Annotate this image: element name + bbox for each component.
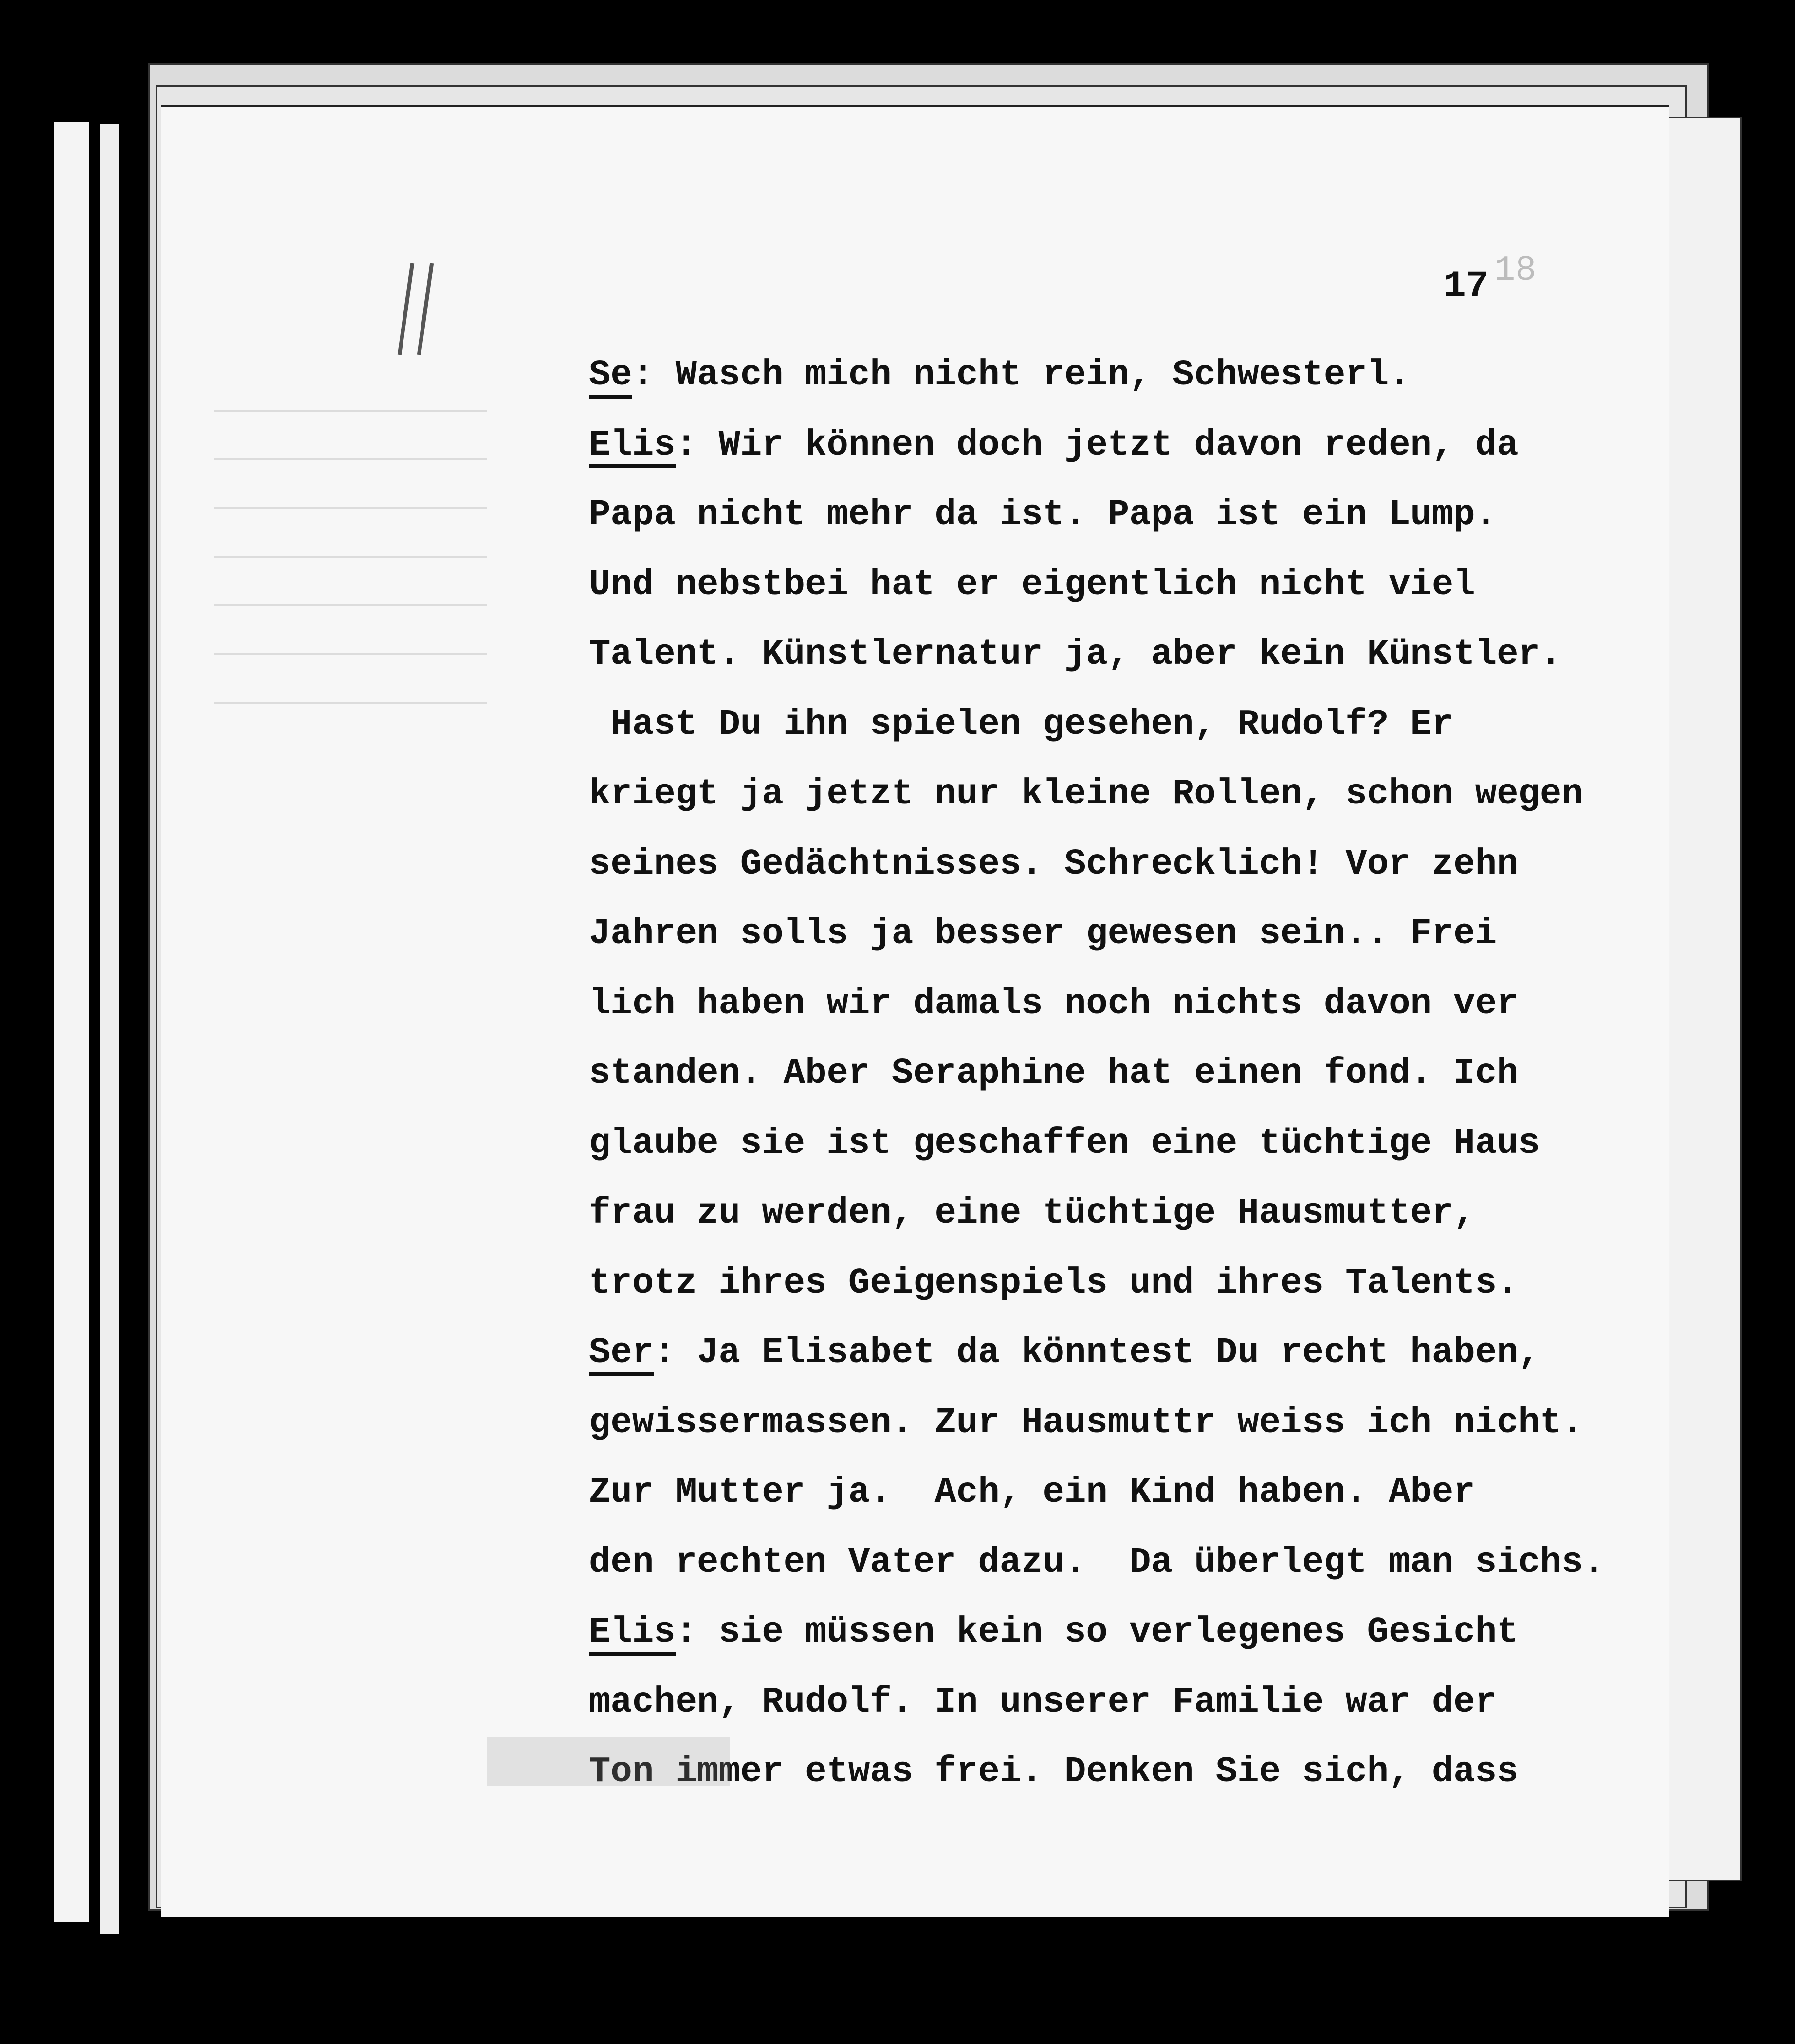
- underlying-sheet-edge: [54, 122, 89, 1922]
- line-text: kriegt ja jetzt nur kleine Rollen, schon wegen: [589, 774, 1583, 815]
- speaker-label: Elis: [589, 427, 676, 469]
- line-text: lich haben wir damals noch nichts davon ver: [589, 983, 1519, 1024]
- faint-bottom-handwriting: [516, 1781, 1557, 1864]
- text-line: [589, 969, 1674, 1040]
- line-text: machen, Rudolf. In unserer Familie war der: [589, 1681, 1497, 1723]
- text-line: [589, 760, 1674, 830]
- line-text: Wasch mich nicht rein, Schwesterl.: [675, 355, 1410, 396]
- text-line: [589, 1388, 1674, 1459]
- speaker-colon: :: [675, 1612, 719, 1653]
- line-text: Papa nicht mehr da ist. Papa ist ein Lump.: [589, 494, 1497, 535]
- text-line: [589, 830, 1674, 900]
- text-line: [589, 1039, 1674, 1109]
- line-text: gewissermassen. Zur Hausmuttr weiss ich nicht.: [589, 1402, 1583, 1443]
- text-line: [589, 620, 1674, 690]
- line-text: trotz ihres Geigenspiels und ihres Talents.: [589, 1262, 1519, 1304]
- text-line: [589, 1179, 1674, 1249]
- speaker-label: Se: [589, 357, 632, 399]
- text-line: [589, 341, 1674, 411]
- line-text: Ja Elisabet da könntest Du recht haben,: [697, 1332, 1540, 1373]
- speaker-colon: :: [654, 1332, 697, 1373]
- line-text: Ton immer etwas frei. Denken Sie sich, dass: [589, 1752, 1519, 1792]
- text-line: [589, 550, 1674, 620]
- line-text: glaube sie ist geschaffen eine tüchtige Haus: [589, 1123, 1540, 1164]
- text-line: [589, 1528, 1674, 1598]
- line-text: Talent. Künstlernatur ja, aber kein Künstler.: [589, 634, 1562, 675]
- text-line: [589, 1109, 1674, 1179]
- speaker-label: Ser: [589, 1334, 654, 1376]
- text-line: [589, 1598, 1674, 1668]
- typewritten-text: [589, 341, 1674, 1807]
- page-number: 17: [1443, 265, 1489, 308]
- line-text: den rechten Vater dazu. Da überlegt man sichs.: [589, 1542, 1605, 1583]
- text-line: [589, 411, 1674, 481]
- text-line: [589, 1458, 1674, 1528]
- faint-margin-handwriting: [214, 380, 487, 720]
- speaker-colon: :: [675, 424, 719, 466]
- line-text: seines Gedächtnisses. Schrecklich! Vor zehn: [589, 843, 1519, 885]
- line-text: Jahren solls ja besser gewesen sein.. Frei: [589, 913, 1497, 954]
- ghost-page-number: 18: [1494, 251, 1537, 291]
- line-text: frau zu werden, eine tüchtige Hausmutter,: [589, 1193, 1475, 1234]
- line-text: Zur Mutter ja. Ach, ein Kind haben. Aber: [589, 1472, 1475, 1513]
- faint-bottom-smudge: [487, 1737, 730, 1786]
- speaker-label: Elis: [589, 1614, 676, 1656]
- line-text: Und nebstbei hat er eigentlich nicht viel: [589, 564, 1475, 605]
- text-line: [589, 1668, 1674, 1738]
- text-line: [589, 1318, 1674, 1388]
- text-line: [589, 690, 1674, 760]
- text-line: [589, 899, 1674, 969]
- text-line: [589, 480, 1674, 550]
- line-text: sie müssen kein so verlegenes Gesicht: [718, 1612, 1519, 1653]
- underlying-sheet-edge-2: [100, 124, 119, 1934]
- line-text: standen. Aber Seraphine hat einen fond. Ich: [589, 1053, 1519, 1094]
- line-text: Hast Du ihn spielen gesehen, Rudolf? Er: [589, 704, 1454, 745]
- text-line: [589, 1249, 1674, 1319]
- line-text: Wir können doch jetzt davon reden, da: [718, 424, 1519, 466]
- speaker-colon: :: [632, 355, 676, 396]
